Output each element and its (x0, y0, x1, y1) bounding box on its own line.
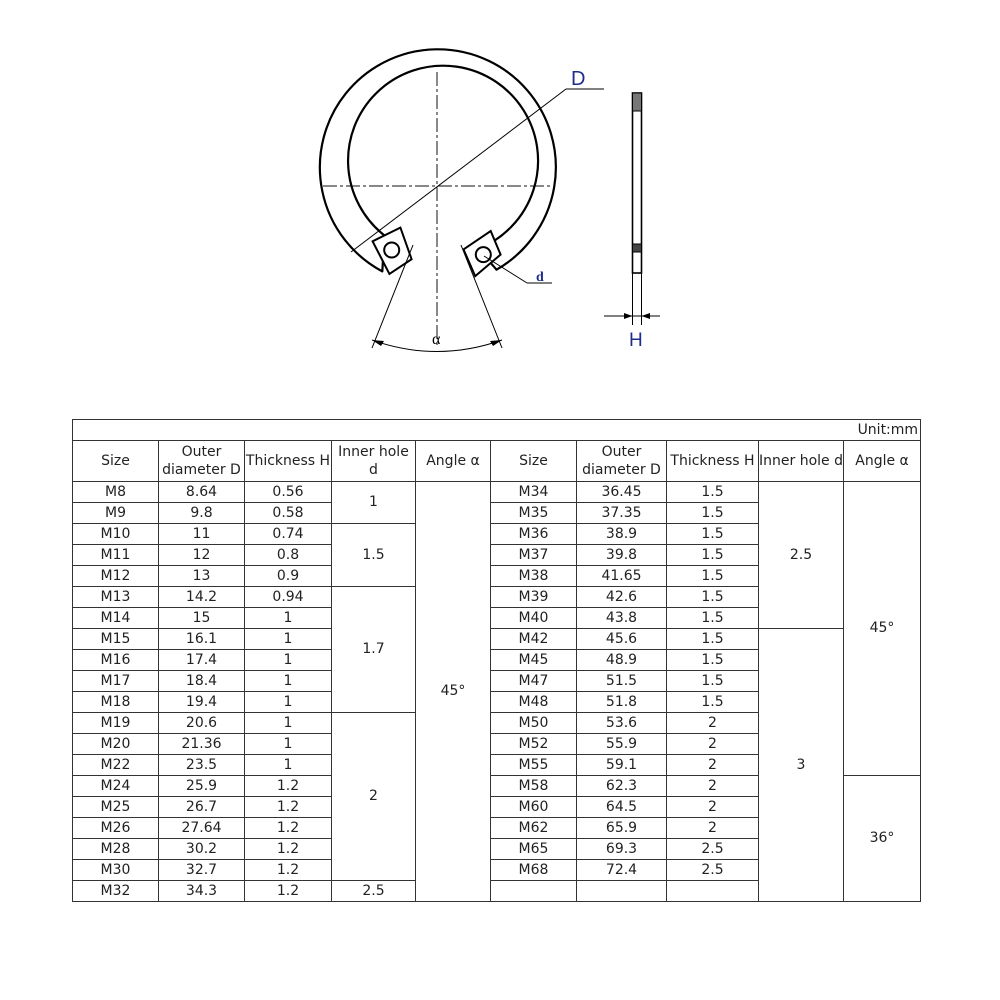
right-outer-diameter-cell (577, 881, 667, 902)
left-thickness-cell: 0.74 (245, 524, 332, 545)
label-inner-hole-d: d (536, 270, 544, 285)
header-row (73, 441, 921, 482)
right-size-cell: M40 (491, 608, 577, 629)
left-outer-diameter-cell: 17.4 (159, 650, 245, 671)
right-outer-diameter-cell: 72.4 (577, 860, 667, 881)
right-thickness-cell: 1.5 (667, 587, 759, 608)
right-thickness-cell: 2 (667, 818, 759, 839)
right-thickness-cell: 1.5 (667, 629, 759, 650)
right-angle-cell: 36° (844, 776, 921, 902)
circlip-ring (320, 49, 556, 271)
left-outer-diameter-cell: 13 (159, 566, 245, 587)
thickness-arrow-left (624, 313, 633, 319)
left-angle-cell: 45° (416, 482, 491, 902)
right-thickness-cell: 1.5 (667, 482, 759, 503)
right-outer-diameter-cell: 59.1 (577, 755, 667, 776)
right-size-cell: M47 (491, 671, 577, 692)
right-thickness-cell: 1.5 (667, 545, 759, 566)
left-size-cell: M12 (73, 566, 159, 587)
left-size-cell: M10 (73, 524, 159, 545)
right-size-cell: M39 (491, 587, 577, 608)
left-size-cell: M20 (73, 734, 159, 755)
left-outer-diameter-cell: 20.6 (159, 713, 245, 734)
right-thickness-cell: 1.5 (667, 524, 759, 545)
left-inner-hole-cell: 1 (332, 482, 416, 524)
label-angle-alpha: α (432, 331, 441, 348)
right-size-cell: M62 (491, 818, 577, 839)
left-size-cell: M28 (73, 839, 159, 860)
left-outer-diameter-cell: 27.64 (159, 818, 245, 839)
right-thickness-cell: 2 (667, 797, 759, 818)
label-outer-diameter-D: D (571, 68, 586, 90)
right-size-cell: M34 (491, 482, 577, 503)
right-outer-diameter-cell: 65.9 (577, 818, 667, 839)
right-angle-cell: 45° (844, 482, 921, 776)
left-size-cell: M30 (73, 860, 159, 881)
right-inner-hole-cell: 2.5 (759, 482, 844, 629)
right-size-cell: M60 (491, 797, 577, 818)
right-thickness-cell: 2 (667, 776, 759, 797)
right-size-cell: M55 (491, 755, 577, 776)
right-outer-diameter-cell: 39.8 (577, 545, 667, 566)
right-thickness-cell: 2.5 (667, 839, 759, 860)
left-outer-diameter-cell: 23.5 (159, 755, 245, 776)
left-thickness-cell: 0.58 (245, 503, 332, 524)
side-view-top-hatch (633, 93, 642, 111)
header-cell: Inner hole d (332, 441, 416, 482)
circlip-technical-drawing (0, 0, 1000, 400)
left-size-cell: M16 (73, 650, 159, 671)
left-outer-diameter-cell: 21.36 (159, 734, 245, 755)
right-size-cell: M50 (491, 713, 577, 734)
left-outer-diameter-cell: 30.2 (159, 839, 245, 860)
left-inner-hole-cell: 2 (332, 713, 416, 881)
left-thickness-cell: 1 (245, 629, 332, 650)
unit-label: Unit:mm (73, 420, 921, 441)
left-thickness-cell: 1.2 (245, 776, 332, 797)
table-row (73, 629, 921, 650)
left-outer-diameter-cell: 25.9 (159, 776, 245, 797)
left-size-cell: M22 (73, 755, 159, 776)
right-thickness-cell: 2.5 (667, 860, 759, 881)
right-outer-diameter-cell: 38.9 (577, 524, 667, 545)
left-thickness-cell: 1 (245, 713, 332, 734)
left-thickness-cell: 1 (245, 755, 332, 776)
header-cell: Size (491, 441, 577, 482)
header-cell: Angle α (844, 441, 921, 482)
right-thickness-cell: 2 (667, 734, 759, 755)
right-size-cell: M65 (491, 839, 577, 860)
right-outer-diameter-cell: 41.65 (577, 566, 667, 587)
right-size-cell: M68 (491, 860, 577, 881)
left-outer-diameter-cell: 15 (159, 608, 245, 629)
left-size-cell: M25 (73, 797, 159, 818)
header-cell: Angle α (416, 441, 491, 482)
left-inner-hole-cell: 1.5 (332, 524, 416, 587)
hole-leader-line (484, 256, 527, 283)
right-outer-diameter-cell: 53.6 (577, 713, 667, 734)
right-thickness-cell: 1.5 (667, 650, 759, 671)
right-size-cell (491, 881, 577, 902)
left-size-cell: M26 (73, 818, 159, 839)
right-size-cell: M35 (491, 503, 577, 524)
right-size-cell: M58 (491, 776, 577, 797)
left-lug-hole (384, 243, 399, 258)
left-size-cell: M9 (73, 503, 159, 524)
unit-row (73, 420, 921, 441)
left-size-cell: M18 (73, 692, 159, 713)
right-size-cell: M37 (491, 545, 577, 566)
left-size-cell: M17 (73, 671, 159, 692)
right-thickness-cell: 2 (667, 755, 759, 776)
left-size-cell: M14 (73, 608, 159, 629)
right-size-cell: M52 (491, 734, 577, 755)
left-outer-diameter-cell: 8.64 (159, 482, 245, 503)
right-thickness-cell: 2 (667, 713, 759, 734)
left-outer-diameter-cell: 11 (159, 524, 245, 545)
right-size-cell: M42 (491, 629, 577, 650)
right-thickness-cell: 1.5 (667, 566, 759, 587)
right-size-cell: M45 (491, 650, 577, 671)
left-size-cell: M13 (73, 587, 159, 608)
header-cell: Outer diameter D (577, 441, 667, 482)
left-outer-diameter-cell: 14.2 (159, 587, 245, 608)
header-cell: Thickness H (245, 441, 332, 482)
left-size-cell: M11 (73, 545, 159, 566)
right-outer-diameter-cell: 51.8 (577, 692, 667, 713)
header-cell: Outer diameter D (159, 441, 245, 482)
right-outer-diameter-cell: 51.5 (577, 671, 667, 692)
left-thickness-cell: 1 (245, 608, 332, 629)
right-outer-diameter-cell: 43.8 (577, 608, 667, 629)
left-thickness-cell: 0.94 (245, 587, 332, 608)
right-inner-hole-cell: 3 (759, 629, 844, 902)
left-size-cell: M24 (73, 776, 159, 797)
table-row (73, 482, 921, 503)
right-outer-diameter-cell: 69.3 (577, 839, 667, 860)
right-outer-diameter-cell: 36.45 (577, 482, 667, 503)
left-thickness-cell: 1 (245, 671, 332, 692)
left-size-cell: M15 (73, 629, 159, 650)
right-outer-diameter-cell: 55.9 (577, 734, 667, 755)
side-view-lug-hatch (633, 244, 642, 252)
circlip-size-table (72, 419, 921, 902)
left-outer-diameter-cell: 32.7 (159, 860, 245, 881)
left-thickness-cell: 1.2 (245, 881, 332, 902)
header-cell: Thickness H (667, 441, 759, 482)
left-size-cell: M8 (73, 482, 159, 503)
header-cell: Size (73, 441, 159, 482)
left-outer-diameter-cell: 19.4 (159, 692, 245, 713)
left-thickness-cell: 1.2 (245, 839, 332, 860)
left-thickness-cell: 1.2 (245, 860, 332, 881)
left-thickness-cell: 1 (245, 692, 332, 713)
diameter-leader-line (351, 89, 566, 252)
right-thickness-cell (667, 881, 759, 902)
left-outer-diameter-cell: 26.7 (159, 797, 245, 818)
right-outer-diameter-cell: 48.9 (577, 650, 667, 671)
left-outer-diameter-cell: 16.1 (159, 629, 245, 650)
left-size-cell: M19 (73, 713, 159, 734)
left-thickness-cell: 1 (245, 650, 332, 671)
label-thickness-H: H (629, 330, 643, 351)
left-thickness-cell: 1.2 (245, 797, 332, 818)
right-outer-diameter-cell: 62.3 (577, 776, 667, 797)
right-outer-diameter-cell: 42.6 (577, 587, 667, 608)
left-thickness-cell: 0.56 (245, 482, 332, 503)
right-thickness-cell: 1.5 (667, 671, 759, 692)
right-thickness-cell: 1.5 (667, 608, 759, 629)
left-inner-hole-cell: 1.7 (332, 587, 416, 713)
right-thickness-cell: 1.5 (667, 692, 759, 713)
right-thickness-cell: 1.5 (667, 503, 759, 524)
right-size-cell: M38 (491, 566, 577, 587)
left-inner-hole-cell: 2.5 (332, 881, 416, 902)
left-thickness-cell: 0.9 (245, 566, 332, 587)
right-outer-diameter-cell: 45.6 (577, 629, 667, 650)
right-lug-hole (476, 247, 491, 262)
left-size-cell: M32 (73, 881, 159, 902)
right-size-cell: M48 (491, 692, 577, 713)
left-outer-diameter-cell: 9.8 (159, 503, 245, 524)
right-outer-diameter-cell: 37.35 (577, 503, 667, 524)
left-outer-diameter-cell: 34.3 (159, 881, 245, 902)
right-size-cell: M36 (491, 524, 577, 545)
right-outer-diameter-cell: 64.5 (577, 797, 667, 818)
left-thickness-cell: 1.2 (245, 818, 332, 839)
thickness-arrow-right (642, 313, 651, 319)
left-thickness-cell: 1 (245, 734, 332, 755)
header-cell: Inner hole d (759, 441, 844, 482)
left-outer-diameter-cell: 12 (159, 545, 245, 566)
left-thickness-cell: 0.8 (245, 545, 332, 566)
left-outer-diameter-cell: 18.4 (159, 671, 245, 692)
